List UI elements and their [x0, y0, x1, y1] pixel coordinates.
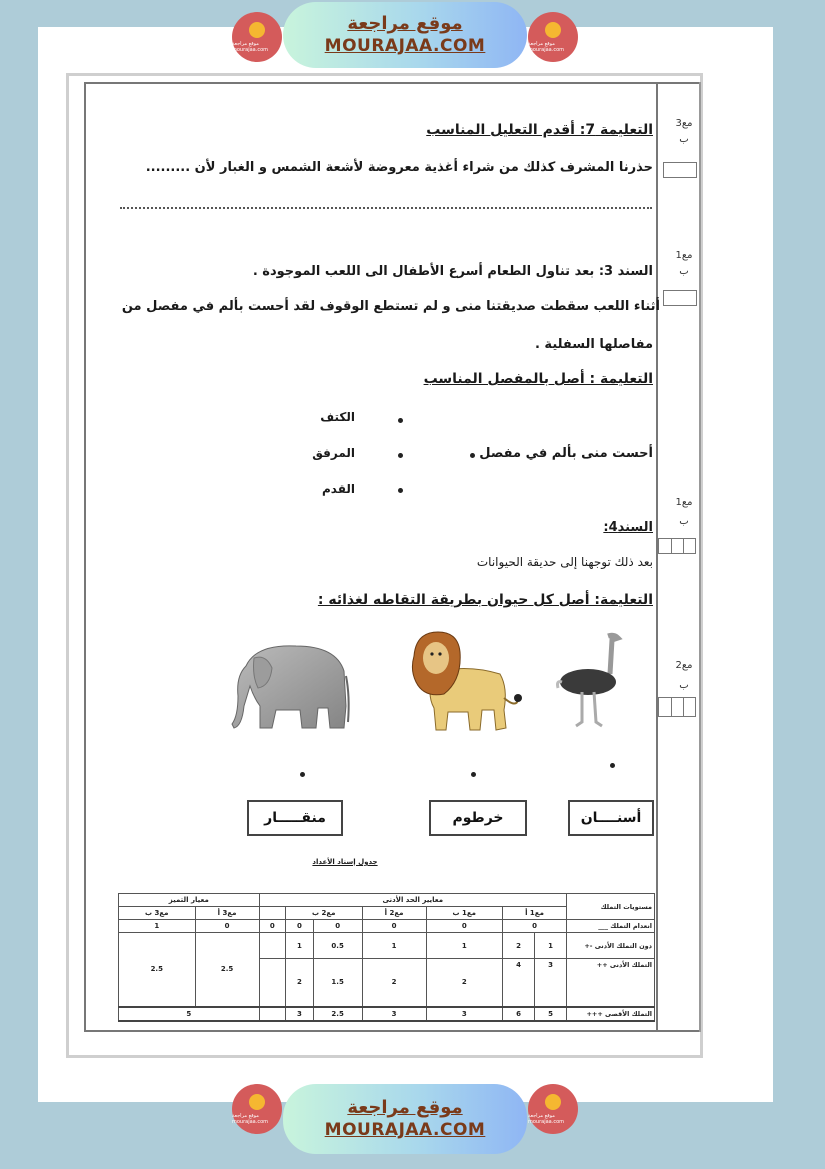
header-excellence-criterion: معيار التميز — [119, 894, 260, 907]
cell: 2 — [362, 959, 426, 1007]
zoo-sentence: بعد ذلك توجهنا إلى حديقة الحيوانات — [476, 555, 653, 569]
cell: 2 — [426, 959, 502, 1007]
site-banner-top[interactable] — [283, 2, 527, 68]
cell: 5 — [535, 1007, 567, 1021]
cell-merged: 2.5 — [119, 933, 196, 1007]
criterion-sub-label: ب — [679, 680, 689, 691]
cell: 1 — [119, 920, 196, 933]
cell: 2.5 — [313, 1007, 362, 1021]
header-c2b: مع2 ب — [286, 907, 362, 920]
cell: 5 — [119, 1007, 260, 1021]
grading-caption: جدول إسناد الأعداد — [312, 858, 378, 866]
criterion-sub-label: ب — [679, 134, 689, 145]
cell: 0 — [426, 920, 502, 933]
row-label: انعدام التملك ___ — [567, 920, 655, 933]
logo-badge-right-bottom — [528, 1084, 578, 1134]
cell: 1.5 — [313, 959, 362, 1007]
book-icon — [249, 1094, 265, 1110]
cell: 2 — [503, 933, 535, 959]
word-trunk[interactable]: خرطوم — [429, 800, 527, 836]
criterion-label-3: مع3 — [675, 118, 693, 129]
book-icon — [545, 22, 561, 38]
margin-divider-outer — [699, 82, 701, 1032]
banner-arabic: موقع مراجعة — [347, 1097, 463, 1118]
logo-badge-left — [232, 12, 282, 62]
cell: 1 — [426, 933, 502, 959]
match-point-ostrich[interactable] — [610, 763, 615, 768]
elephant-image — [226, 636, 352, 736]
cell: 2 — [286, 959, 314, 1007]
support-3: السند 3: بعد تناول الطعام أسرع الأطفال الى اللعب الموجودة . — [252, 264, 653, 279]
badge-text: موقع مراجعة mourajaa.com — [528, 40, 565, 53]
cell: 3 — [286, 1007, 314, 1021]
instruction-7: التعليمة 7: أقدم التعليل المناسب — [426, 122, 653, 138]
match-point-joint-2[interactable] — [398, 453, 403, 458]
cell: 0 — [503, 920, 567, 933]
joint-ankle: القدم — [322, 482, 355, 496]
criterion-label-2: مع2 — [675, 660, 693, 671]
cell: 0 — [313, 920, 362, 933]
banner-arabic: موقع مراجعة — [347, 13, 463, 34]
paragraph-line-1: أثناء اللعب سقطت صديقتنا منى و لم تستطع الوقوف لقد أحست بألم في مفصل من — [121, 299, 660, 314]
criterion-label-1b: مع1 — [675, 497, 693, 508]
logo-badge-right — [528, 12, 578, 62]
header-minimum-criteria: معايير الحد الأدنى — [259, 894, 566, 907]
row-label: التملك الأقصى +++ — [567, 1007, 655, 1021]
cell: 1 — [362, 933, 426, 959]
cell: 1 — [286, 933, 314, 959]
header-c3a: مع3 أ — [195, 907, 259, 920]
lion-image — [408, 628, 526, 736]
row-label: التملك الأدنى ++ — [567, 959, 655, 1007]
left-statement: أحست منى بألم في مفصل — [479, 446, 653, 461]
header-c1b: مع1 ب — [426, 907, 502, 920]
grading-table — [118, 893, 655, 1022]
book-icon — [249, 22, 265, 38]
banner-english: MOURAJAA.COM — [324, 1120, 486, 1140]
table-row — [119, 920, 655, 933]
ostrich-image — [552, 630, 624, 732]
header-c2a: مع2 أ — [362, 907, 426, 920]
match-point-joint-1[interactable] — [398, 418, 403, 423]
criterion-sub-label: ب — [679, 266, 689, 277]
table-row — [119, 933, 655, 959]
support-4: السند4: — [603, 520, 653, 535]
match-point-elephant[interactable] — [300, 772, 305, 777]
score-box-1[interactable] — [663, 162, 697, 178]
instruction-animals: التعليمة: أصل كل حيوان بطريقة التقاطه لغذائه : — [317, 592, 653, 608]
site-banner-bottom[interactable] — [283, 1084, 527, 1154]
cell: 0 — [259, 920, 286, 933]
table-row — [119, 1007, 655, 1021]
answer-dotted-line[interactable] — [120, 207, 652, 210]
criterion-label-1: مع1 — [675, 250, 693, 261]
logo-badge-left-bottom — [232, 1084, 282, 1134]
book-icon — [545, 1094, 561, 1110]
match-point-joint-3[interactable] — [398, 488, 403, 493]
criterion-sub-label: ب — [679, 516, 689, 527]
banner-english: MOURAJAA.COM — [324, 36, 486, 56]
word-teeth[interactable]: أسنــــان — [568, 800, 654, 836]
cell: 1 — [535, 933, 567, 959]
score-box-2[interactable] — [663, 290, 697, 306]
joint-shoulder: الكتف — [320, 410, 355, 424]
sentence-1: حذرنا المشرف كذلك من شراء أغذية معروضة لأشعة الشمس و الغبار لأن ......... — [145, 160, 653, 175]
cell: 0.5 — [313, 933, 362, 959]
cell: 6 — [503, 1007, 535, 1021]
cell: 4 — [503, 959, 535, 1007]
header-c1a: مع1 أ — [503, 907, 567, 920]
cell: 0 — [195, 920, 259, 933]
row-label: دون التملك الأدنى -+ — [567, 933, 655, 959]
cell: 0 — [286, 920, 314, 933]
cell: 3 — [426, 1007, 502, 1021]
score-box-4[interactable] — [658, 697, 696, 717]
word-beak[interactable]: منقـــــار — [247, 800, 343, 836]
badge-text: موقع مراجعة mourajaa.com — [232, 1112, 269, 1125]
match-point-lion[interactable] — [471, 772, 476, 777]
joint-elbow: المرفق — [312, 446, 355, 460]
cell: 3 — [535, 959, 567, 1007]
match-point-statement[interactable] — [470, 453, 475, 458]
cell-merged: 2.5 — [195, 933, 259, 1007]
score-box-3[interactable] — [658, 538, 696, 554]
margin-divider — [656, 82, 658, 1032]
cell: 0 — [362, 920, 426, 933]
badge-text: موقع مراجعة mourajaa.com — [528, 1112, 565, 1125]
instruction-joint: التعليمة : أصل بالمفصل المناسب — [423, 371, 653, 387]
cell: 3 — [362, 1007, 426, 1021]
badge-text: موقع مراجعة mourajaa.com — [232, 40, 269, 53]
header-levels: مستويات التملك — [567, 894, 655, 920]
header-c3b: مع3 ب — [119, 907, 196, 920]
paragraph-line-2: مفاصلها السفلية . — [534, 337, 653, 352]
